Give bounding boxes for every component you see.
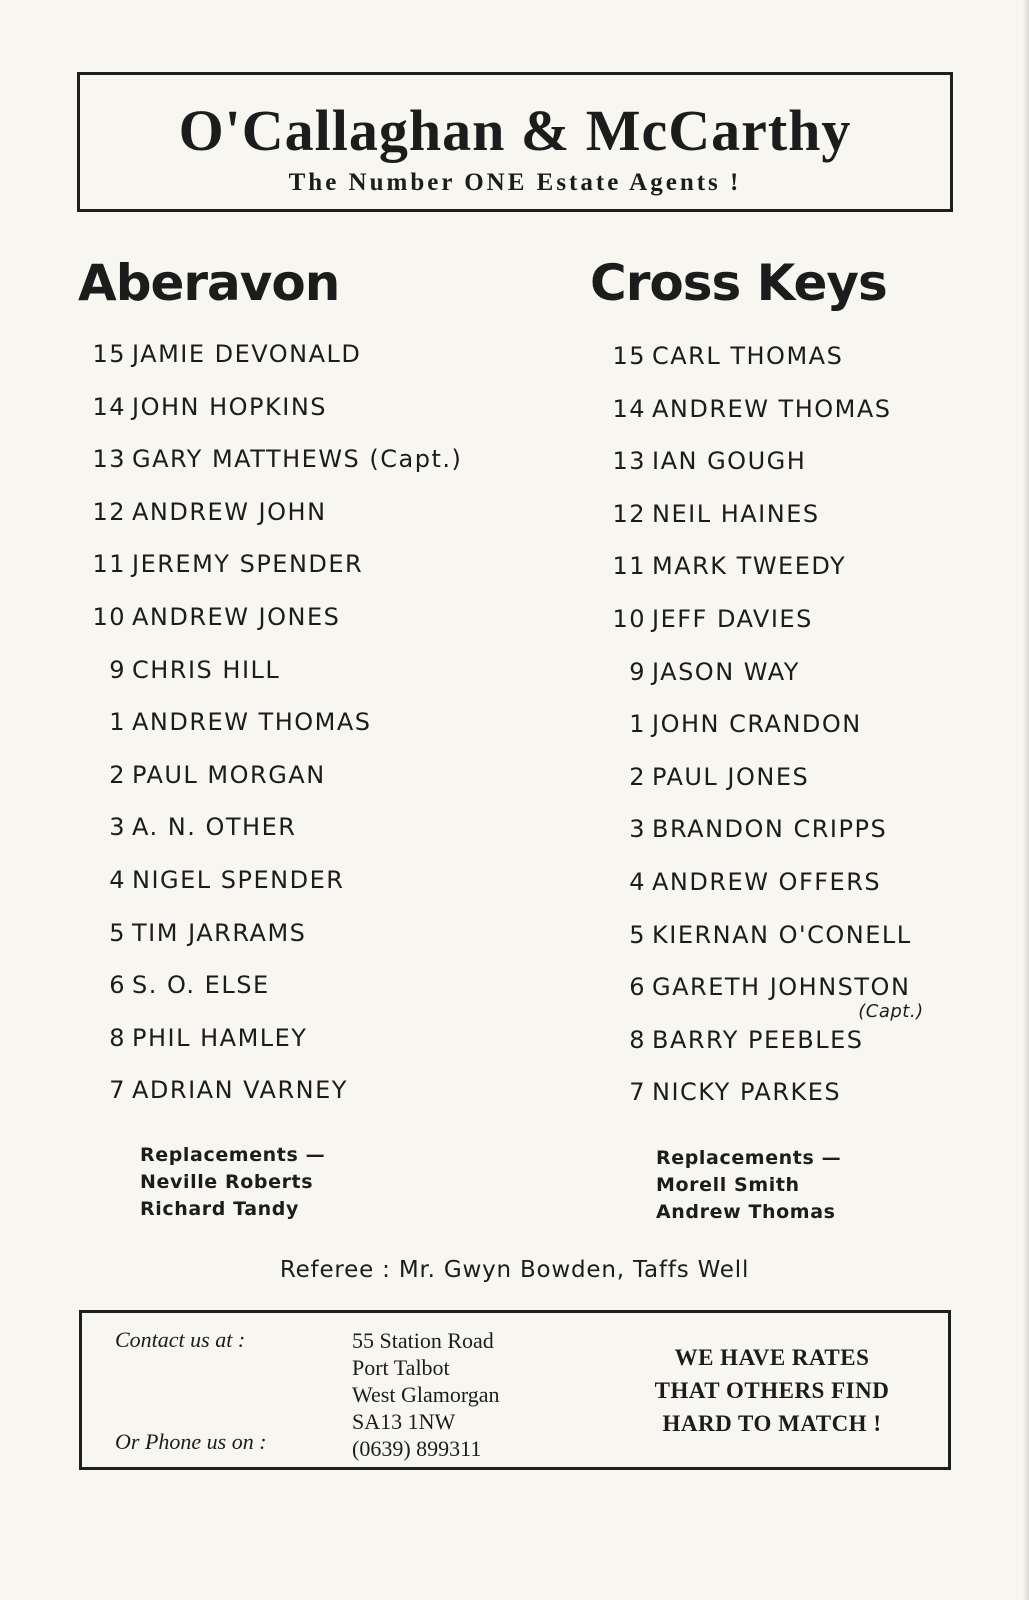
player-number: 12 [92,497,126,526]
address-block [352,1327,500,1462]
player-row [78,550,462,603]
player-row [78,1024,462,1077]
player-number: 1 [629,710,646,739]
player-name: ANDREW JOHN [132,497,327,526]
player-number: 7 [109,1076,126,1105]
player-row [78,1076,462,1129]
player-name: ANDREW JONES [132,602,341,631]
player-number: 6 [109,971,126,1000]
advert-slogan [632,1341,912,1440]
home-replacements [140,1142,325,1223]
slogan-line: HARD TO MATCH ! [662,1411,882,1436]
player-name: BARRY PEEBLES [652,1025,864,1054]
player-name: A. N. OTHER [132,813,297,842]
player-number: 15 [612,342,646,370]
player-row [598,658,912,711]
advert-tagline: The Number ONE Estate Agents ! [288,169,742,196]
player-row [78,919,462,972]
player-name: PAUL JONES [652,762,810,791]
player-row [78,498,462,551]
replacement-player: Andrew Thomas [656,1201,836,1223]
player-row [78,603,462,656]
player-number: 2 [109,760,126,789]
player-number: 14 [92,392,126,421]
player-name: BRANDON CRIPPS [652,815,888,844]
player-row [78,708,462,761]
page-edge [1023,0,1029,1600]
away-team-heading: Cross Keys [590,254,887,312]
address-line: SA13 1NW [352,1409,456,1434]
player-number: 1 [109,708,126,737]
player-name: JEFF DAVIES [652,604,813,633]
player-row [598,395,912,448]
player-name: ANDREW THOMAS [652,394,892,423]
captain-note: (Capt.) [858,1001,924,1023]
replacement-player: Morell Smith [656,1174,800,1196]
player-row [598,500,912,553]
player-row [78,340,462,393]
home-team-roster [78,340,462,1129]
player-row [78,656,462,709]
player-name: IAN GOUGH [652,447,807,476]
player-name: NIGEL SPENDER [132,865,345,894]
player-name: JASON WAY [652,657,800,686]
player-row [598,342,912,395]
player-row [598,1078,912,1131]
player-number: 4 [629,867,646,896]
phone-number: (0639) 899311 [352,1436,482,1461]
player-row [78,761,462,814]
contact-label: Contact us at : [115,1327,246,1352]
replacement-player: Richard Tandy [140,1198,299,1220]
player-name: ADRIAN VARNEY [132,1076,348,1105]
slogan-line: WE HAVE RATES [674,1345,870,1370]
player-name: CARL THOMAS [652,342,844,370]
player-number: 3 [109,813,126,842]
advert-title: O'Callaghan & McCarthy [178,98,852,163]
player-number: 12 [612,499,646,528]
player-name: ANDREW THOMAS [132,708,372,737]
player-row [598,973,924,1026]
phone-label: Or Phone us on : [115,1429,267,1454]
player-name: JEREMY SPENDER [132,550,364,579]
address-line: West Glamorgan [352,1382,500,1407]
player-row [598,605,912,658]
player-number: 5 [629,920,646,949]
player-number: 8 [629,1025,646,1054]
home-team-heading: Aberavon [78,254,340,312]
player-number: 14 [612,394,646,423]
player-number: 11 [92,550,126,579]
player-name: ANDREW OFFERS [652,867,882,896]
slogan-line: THAT OTHERS FIND [654,1378,890,1403]
player-name: CHRIS HILL [132,655,281,684]
player-number: 6 [629,973,646,1002]
player-name: KIERNAN O'CONELL [652,920,912,949]
player-row [598,921,912,974]
player-number: 13 [92,445,126,474]
player-number: 3 [629,815,646,844]
player-row [598,815,912,868]
player-row [598,710,912,763]
player-number: 13 [612,447,646,476]
player-name: GARETH JOHNSTON [652,973,911,1002]
player-row [598,552,912,605]
player-row [598,868,912,921]
player-number: 5 [109,918,126,947]
player-number: 9 [109,655,126,684]
player-name: JOHN HOPKINS [132,392,328,421]
player-name: JAMIE DEVONALD [132,340,362,368]
player-name: JOHN CRANDON [652,710,862,739]
player-number: 7 [629,1078,646,1107]
player-number: 9 [629,657,646,686]
replacement-player: Neville Roberts [140,1171,314,1193]
player-name: S. O. ELSE [132,971,270,1000]
player-name: NEIL HAINES [652,499,820,528]
player-number: 4 [109,865,126,894]
player-row [598,763,912,816]
replacements-label: Replacements — [140,1144,326,1166]
away-team-roster [598,342,924,1131]
player-row [78,971,462,1024]
referee-line: Referee : Mr. Gwyn Bowden, Taffs Well [279,1257,750,1283]
player-name: PHIL HAMLEY [132,1023,308,1052]
player-name: PAUL MORGAN [132,760,326,789]
player-name: GARY MATTHEWS (Capt.) [132,445,463,474]
player-row [78,445,462,498]
player-row [78,813,462,866]
player-number: 11 [612,552,646,581]
player-name: TIM JARRAMS [132,918,307,947]
player-number: 8 [109,1023,126,1052]
replacements-label: Replacements — [656,1147,842,1169]
address-line: 55 Station Road [352,1328,494,1353]
contact-advert [79,1310,951,1470]
player-number: 10 [92,602,126,631]
player-number: 10 [612,604,646,633]
player-name: MARK TWEEDY [652,552,847,581]
player-row [598,447,912,500]
player-number: 15 [92,340,126,368]
player-row [78,393,462,446]
estate-agent-advert [77,72,953,212]
player-row [78,866,462,919]
player-row [598,1026,912,1079]
player-number: 2 [629,762,646,791]
address-line: Port Talbot [352,1355,450,1380]
away-replacements [656,1145,841,1226]
player-name: NICKY PARKES [652,1078,842,1107]
